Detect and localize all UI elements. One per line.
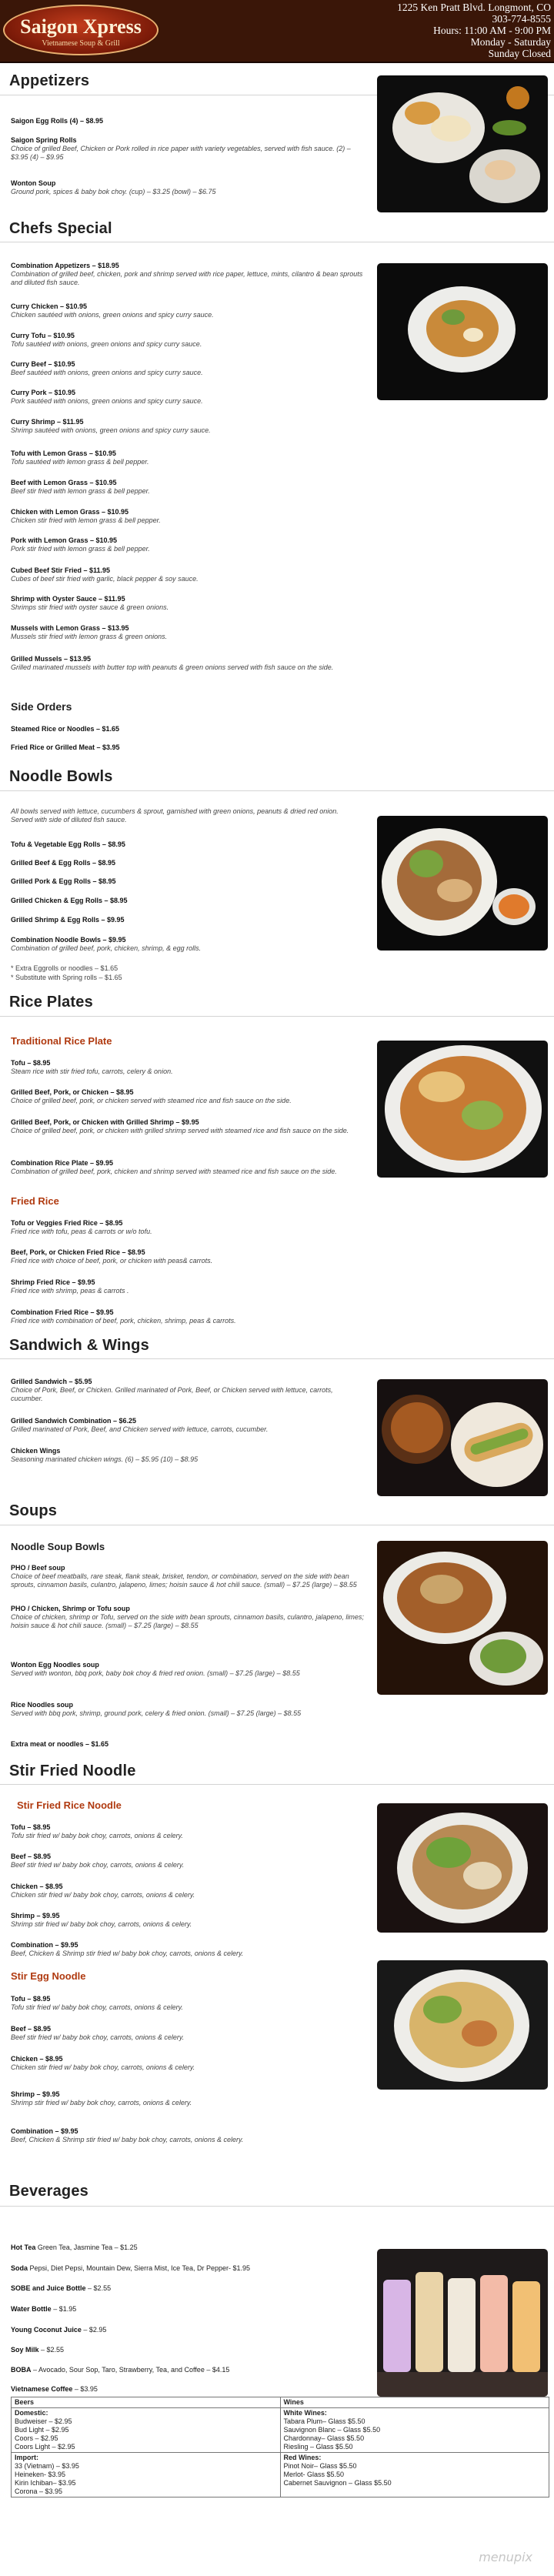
menu-item	[11, 877, 365, 886]
menu-item	[11, 179, 365, 196]
menu-item	[11, 1447, 365, 1464]
white-wines-heading: White Wines:	[283, 2409, 327, 2417]
menu-item	[11, 859, 365, 867]
item-name: Young Coconut Juice	[11, 2326, 82, 2334]
item-name: Soda	[11, 2264, 28, 2272]
item-name: Fried Rice or Grilled Meat – $3.95	[11, 743, 120, 751]
menu-item	[11, 1088, 365, 1105]
fried-rice-heading: Fried Rice	[11, 1195, 59, 1207]
item-name: Soy Milk	[11, 2346, 39, 2354]
noodle-soup-heading: Noodle Soup Bowls	[11, 1541, 105, 1552]
item-desc: – $2.95	[83, 2326, 107, 2334]
item-desc: Chicken stir fried w/ baby bok choy, carrots, onions & celery.	[11, 2063, 195, 2071]
item-desc: Shrimp sautéed with onions, green onions and spicy curry sauce.	[11, 426, 211, 434]
item-name: Combination – $9.95	[11, 2127, 78, 2135]
menu-item	[11, 743, 365, 752]
drink-item: Chardonnay– Glass $5.50	[283, 2434, 365, 2442]
item-desc: Shrimps stir fried with oyster sauce & green onions.	[11, 603, 169, 611]
item-name: Grilled Mussels – $13.95	[11, 655, 92, 663]
drink-item: 33 (Vietnam) – $3.95	[15, 2462, 79, 2470]
item-name: PHO / Beef soup	[11, 1564, 65, 1572]
item-name: Shrimp – $9.95	[11, 1912, 60, 1919]
menu-item	[11, 360, 365, 377]
item-desc: Choice of beef meatballs, rare steak, flank steak, brisket, tendon, or combination, served on the side with bean sprouts, cinnamon basils, culantro, jalapeno, limes; hoisin sauce & hot chili sauce. (small) – $7.25 (large) – $8.55	[11, 1572, 357, 1589]
item-name: Grilled Beef & Egg Rolls – $8.95	[11, 859, 116, 867]
item-desc: Shrimp stir fried w/ baby bok choy, carrots, onions & celery.	[11, 1920, 192, 1928]
menu-item	[11, 136, 365, 162]
noodle-bowl-intro: All bowls served with lettuce, cucumbers & sprout, garnished with green onions, peanuts & dried red onion. Served with side of diluted fish sauce.	[11, 807, 339, 824]
divider	[0, 1016, 554, 1017]
item-name: Shrimp – $9.95	[11, 2090, 60, 2098]
item-name: Curry Shrimp – $11.95	[11, 418, 84, 426]
item-desc: Choice of grilled Beef, Chicken or Pork rolled in rice paper with variety vegetables, served with fish sauce. (2) – $3.95 (4) – $9.95	[11, 145, 351, 161]
menu-item	[11, 1278, 365, 1295]
menu-item	[11, 1853, 365, 1869]
item-name: BOBA	[11, 2366, 32, 2374]
logo-subtitle: Vietnamese Soup & Grill	[42, 39, 120, 48]
item-name: Mussels with Lemon Grass – $13.95	[11, 624, 129, 632]
menu-item	[11, 1883, 365, 1899]
beers-header: Beers	[12, 2397, 281, 2408]
item-desc: Grilled marinated of Pork, Beef, and Chicken served with lettuce, carrots, cucumber.	[11, 1425, 269, 1433]
item-desc: Choice of Pork, Beef, or Chicken. Grilled marinated of Pork, Beef, or Chicken served with lettuce, carrots, cucumber.	[11, 1386, 333, 1402]
menu-item	[11, 2025, 365, 2042]
item-name: Shrimp with Oyster Sauce – $11.95	[11, 595, 125, 603]
menu-item	[11, 916, 365, 924]
item-desc: Seasoning marinated chicken wings. (6) – $5.95 (10) – $8.95	[11, 1455, 199, 1463]
item-desc: Fried rice with combination of beef, pork, chicken, shrimp, peas & carrots.	[11, 1317, 236, 1325]
beverage-item	[11, 2385, 365, 2394]
item-name: Combination Appetizers – $18.95	[11, 262, 119, 269]
beverage-item	[11, 2284, 365, 2293]
restaurant-logo	[3, 5, 159, 55]
item-name: PHO / Chicken, Shrimp or Tofu soup	[11, 1605, 130, 1612]
domestic-heading: Domestic:	[15, 2409, 48, 2417]
beverage-item	[11, 2326, 365, 2334]
drink-item: Corona – $3.95	[15, 2487, 63, 2495]
drink-item: Tabara Plum– Glass $5.50	[283, 2417, 365, 2425]
menu-item	[11, 1564, 365, 1589]
item-name: Curry Beef – $10.95	[11, 360, 75, 368]
drink-item: Pinot Noir– Glass $5.50	[283, 2462, 357, 2470]
item-desc: Shrimp stir fried w/ baby bok choy, carrots, onions & celery.	[11, 2099, 192, 2107]
menu-item	[11, 117, 365, 125]
item-desc: Tofu sautéed with onions, green onions and spicy curry sauce.	[11, 340, 202, 348]
section-title-noodle-bowls: Noodle Bowls	[9, 768, 113, 785]
import-beers-cell	[12, 2453, 281, 2497]
item-name: Tofu or Veggies Fried Rice – $8.95	[11, 1219, 123, 1227]
item-desc: – $2.55	[88, 2284, 112, 2292]
item-name: Tofu & Vegetable Egg Rolls – $8.95	[11, 840, 125, 848]
item-desc: Choice of chicken, shrimp or Tofu, served on the side with bean sprouts, cinnamon basils, culantro, jalapeno, limes; hoisin sauce & hot chili sauce. (small) – $7.25 (large) – $8.55	[11, 1613, 364, 1629]
drink-item: Coors – $2.95	[15, 2434, 58, 2442]
item-desc: Pepsi, Diet Pepsi, Mountain Dew, Sierra Mist, Ice Tea, Dr Pepper- $1.95	[29, 2264, 250, 2272]
item-desc: Ground pork, spices & baby bok choy. (cup) – $3.25 (bowl) – $6.75	[11, 188, 216, 195]
menu-item	[11, 1941, 365, 1958]
menu-item	[11, 566, 365, 583]
item-desc: Green Tea, Jasmine Tea – $1.25	[37, 2244, 138, 2251]
item-name: Cubed Beef Stir Fried – $11.95	[11, 566, 111, 574]
item-desc: Beef stir fried w/ baby bok choy, carrots, onions & celery.	[11, 2033, 185, 2041]
menu-item	[11, 1823, 365, 1840]
item-name: Beef – $8.95	[11, 2025, 52, 2033]
item-desc: Served with bbq pork, shrimp, ground pork, celery & fried onion. (small) – $7.25 (large) – $8.55	[11, 1709, 302, 1717]
item-desc: – $3.95	[74, 2385, 98, 2393]
drinks-table	[11, 2397, 549, 2497]
item-desc: – $2.55	[41, 2346, 65, 2354]
menu-item	[11, 1219, 365, 1236]
chefs-special-photo	[377, 263, 548, 400]
item-name: Combination – $9.95	[11, 1941, 78, 1949]
item-name: Curry Pork – $10.95	[11, 389, 76, 396]
item-name: Shrimp Fried Rice – $9.95	[11, 1278, 95, 1286]
drink-item: Merlot- Glass $5.50	[283, 2471, 345, 2478]
item-desc: Steam rice with stir fried tofu, carrots, celery & onion.	[11, 1067, 173, 1075]
section-title-stir-fried-noodle: Stir Fried Noodle	[9, 1762, 136, 1779]
item-desc: Grilled marinated mussels with butter top with peanuts & green onions served with fish sauce on the side.	[11, 663, 334, 671]
address: 1225 Ken Pratt Blvd. Longmont, CO	[397, 2, 551, 13]
menu-item	[11, 595, 365, 612]
beverage-item	[11, 2366, 365, 2374]
white-wines-cell	[280, 2408, 549, 2453]
noodle-note: * Substitute with Spring rolls – $1.65	[11, 974, 122, 981]
noodle-bowl-photo	[377, 816, 548, 951]
item-name: Wonton Egg Noodles soup	[11, 1661, 99, 1669]
hours: Hours: 11:00 AM - 9:00 PM	[433, 25, 551, 36]
menu-item	[11, 1661, 365, 1678]
item-name: Combination Noodle Bowls – $9.95	[11, 936, 126, 944]
item-name: Curry Tofu – $10.95	[11, 332, 75, 339]
menu-item	[11, 2127, 365, 2144]
item-name: Saigon Egg Rolls (4) – $8.95	[11, 117, 104, 125]
menu-item	[11, 1912, 365, 1929]
item-name: Grilled Shrimp & Egg Rolls – $9.95	[11, 916, 125, 924]
item-name: Vietnamese Coffee	[11, 2385, 73, 2393]
item-desc: Fried rice with tofu, peas & carrots or w/o tofu.	[11, 1228, 152, 1235]
item-desc: Choice of grilled beef, pork, or chicken with grilled shrimp served with steamed rice and fish sauce on the side.	[11, 1127, 349, 1134]
soup-photo	[377, 1541, 548, 1695]
item-name: Grilled Beef, Pork, or Chicken – $8.95	[11, 1088, 134, 1096]
item-desc: Cubes of beef stir fried with garlic, black pepper & soy sauce.	[11, 575, 199, 583]
item-name: Combination Fried Rice – $9.95	[11, 1308, 114, 1316]
item-name: Tofu – $8.95	[11, 1823, 51, 1831]
item-name: Saigon Spring Rolls	[11, 136, 77, 144]
import-heading: Import:	[15, 2454, 38, 2461]
phone: 303-774-8555	[492, 13, 551, 25]
section-title-beverages: Beverages	[9, 2183, 88, 2200]
header-info	[397, 2, 551, 59]
item-name: Beef with Lemon Grass – $10.95	[11, 479, 117, 486]
drink-item: Cabernet Sauvignon – Glass $5.50	[283, 2479, 392, 2487]
menu-item	[11, 536, 365, 553]
divider	[0, 1358, 554, 1359]
menu-item	[11, 418, 365, 435]
drink-item: Sauvignon Blanc – Glass $5.50	[283, 2426, 381, 2434]
item-name: Steamed Rice or Noodles – $1.65	[11, 725, 120, 733]
item-name: Grilled Chicken & Egg Rolls – $8.95	[11, 897, 128, 904]
beverage-item	[11, 2264, 365, 2273]
menu-item	[11, 897, 365, 905]
item-desc: Choice of grilled beef, pork, or chicken served with steamed rice and fish sauce on the side.	[11, 1097, 292, 1104]
sandwich-photo	[377, 1379, 548, 1496]
beverage-item	[11, 2244, 365, 2252]
divider	[0, 790, 554, 791]
item-desc: Tofu stir fried w/ baby bok choy, carrots, onions & celery.	[11, 2003, 183, 2011]
menu-item	[11, 2090, 365, 2107]
item-name: Chicken – $8.95	[11, 2055, 63, 2063]
item-desc: Beef sautéed with onions, green onions and spicy curry sauce.	[11, 369, 203, 376]
item-name: Wonton Soup	[11, 179, 56, 187]
drink-item: Kirin Ichiban– $3.95	[15, 2479, 76, 2487]
menu-item	[11, 332, 365, 349]
traditional-rice-heading: Traditional Rice Plate	[11, 1035, 112, 1047]
menu-item	[11, 508, 365, 525]
item-desc: Combination of grilled beef, pork, chicken and shrimp served with steamed rice and fish sauce on the side.	[11, 1168, 337, 1175]
item-desc: Combination of grilled beef, pork, chicken, shrimp, & egg rolls.	[11, 944, 202, 952]
section-title-chefs-special: Chefs Special	[9, 220, 112, 237]
item-desc: – Avocado, Sour Sop, Taro, Strawberry, Tea, and Coffee – $4.15	[33, 2366, 230, 2374]
item-name: Grilled Sandwich Combination – $6.25	[11, 1417, 137, 1425]
item-name: Beef, Pork, or Chicken Fried Rice – $8.95	[11, 1248, 145, 1256]
item-desc: Chicken stir fried with lemon grass & bell pepper.	[11, 516, 161, 524]
header-banner	[0, 0, 554, 63]
item-desc: Combination of grilled beef, chicken, pork and shrimp served with rice paper, lettuce, mints, cilantro & bean sprouts and diluted fish sauce.	[11, 270, 363, 286]
domestic-beers-cell	[12, 2408, 281, 2453]
menu-item	[11, 1740, 365, 1749]
item-desc: – $1.95	[53, 2305, 77, 2313]
wines-header: Wines	[280, 2397, 549, 2408]
section-title-sandwich-wings: Sandwich & Wings	[9, 1337, 149, 1354]
item-name: Beef – $8.95	[11, 1853, 52, 1860]
menu-item	[11, 262, 365, 287]
menu-item	[11, 1159, 365, 1176]
beverage-photo	[377, 2249, 548, 2397]
item-desc: Tofu sautéed with lemon grass & bell pepper.	[11, 458, 149, 466]
menu-item	[11, 1248, 365, 1265]
item-desc: Mussels stir fried with lemon grass & green onions.	[11, 633, 168, 640]
stir-egg-noodle-photo	[377, 1960, 548, 2090]
stir-rice-noodle-photo	[377, 1803, 548, 1933]
item-desc: Beef stir fried w/ baby bok choy, carrots, onions & celery.	[11, 1861, 185, 1869]
divider	[0, 2206, 554, 2207]
menu-item	[11, 2055, 365, 2072]
item-desc: Tofu stir fried w/ baby bok choy, carrots, onions & celery.	[11, 1832, 183, 1839]
section-title-rice-plates: Rice Plates	[9, 994, 93, 1011]
item-name: Curry Chicken – $10.95	[11, 302, 88, 310]
menu-item	[11, 389, 365, 406]
menu-item	[11, 1118, 365, 1135]
item-name: Grilled Beef, Pork, or Chicken with Grilled Shrimp – $9.95	[11, 1118, 199, 1126]
appetizer-photo	[377, 75, 548, 212]
item-desc: Chicken sautéed with onions, green onions and spicy curry sauce.	[11, 311, 214, 319]
menu-item	[11, 1605, 365, 1630]
menu-item	[11, 725, 365, 733]
menu-item	[11, 1417, 365, 1434]
drink-item: Heineken- $3.95	[15, 2471, 66, 2478]
drink-item: Bud Light – $2.95	[15, 2426, 69, 2434]
item-desc: Pork stir fried with lemon grass & bell pepper.	[11, 545, 150, 553]
menu-item	[11, 479, 365, 496]
item-desc: Chicken stir fried w/ baby bok choy, carrots, onions & celery.	[11, 1891, 195, 1899]
menu-item	[11, 1378, 365, 1403]
item-desc: Beef, Chicken & Shrimp stir fried w/ baby bok choy, carrots, onions & celery.	[11, 1950, 244, 1957]
rice-plate-photo	[377, 1041, 548, 1178]
item-desc: Beef stir fried with lemon grass & bell pepper.	[11, 487, 150, 495]
noodle-note: * Extra Eggrolls or noodles – $1.65	[11, 964, 118, 972]
item-name: Hot Tea	[11, 2244, 36, 2251]
menu-item	[11, 302, 365, 319]
logo-name: Saigon Xpress	[20, 15, 142, 38]
item-desc: Served with wonton, bbq pork, baby bok choy & fried red onion. (small) – $7.25 (large) – $8.55	[11, 1669, 300, 1677]
stir-egg-noodle-heading: Stir Egg Noodle	[11, 1970, 86, 1982]
item-name: Combination Rice Plate – $9.95	[11, 1159, 114, 1167]
red-wines-heading: Red Wines:	[283, 2454, 322, 2461]
beverage-item	[11, 2305, 365, 2314]
item-name: Chicken – $8.95	[11, 1883, 63, 1890]
item-name: SOBE and Juice Bottle	[11, 2284, 86, 2292]
item-name: Pork with Lemon Grass – $10.95	[11, 536, 118, 544]
menu-item	[11, 655, 365, 672]
menu-item	[11, 624, 365, 641]
beverage-item	[11, 2346, 365, 2354]
item-name: Water Bottle	[11, 2305, 52, 2313]
drink-item: Coors Light – $2.95	[15, 2443, 75, 2451]
menu-item	[11, 449, 365, 466]
item-name: Rice Noodles soup	[11, 1701, 74, 1709]
red-wines-cell	[280, 2453, 549, 2497]
menu-item	[11, 1995, 365, 2012]
days: Monday - Saturday	[470, 36, 551, 48]
drink-item: Budweiser – $2.95	[15, 2417, 72, 2425]
item-desc: Fried rice with shrimp, peas & carrots .	[11, 1287, 129, 1295]
menu-item	[11, 840, 365, 849]
item-name: Extra meat or noodles – $1.65	[11, 1740, 109, 1748]
menu-item	[11, 1701, 365, 1718]
menu-item	[11, 1308, 365, 1325]
item-name: Chicken with Lemon Grass – $10.95	[11, 508, 129, 516]
side-orders-heading: Side Orders	[11, 700, 72, 713]
closed-days: Sunday Closed	[488, 48, 551, 59]
item-desc: Pork sautéed with onions, green onions and spicy curry sauce.	[11, 397, 203, 405]
section-title-appetizers: Appetizers	[9, 72, 90, 89]
menu-item	[11, 1059, 365, 1076]
item-name: Tofu with Lemon Grass – $10.95	[11, 449, 116, 457]
item-name: Grilled Pork & Egg Rolls – $8.95	[11, 877, 116, 885]
item-desc: Beef, Chicken & Shrimp stir fried w/ baby bok choy, carrots, onions & celery.	[11, 2136, 244, 2143]
item-name: Tofu – $8.95	[11, 1059, 51, 1067]
stir-rice-noodle-heading: Stir Fried Rice Noodle	[17, 1799, 122, 1811]
section-title-soups: Soups	[9, 1502, 58, 1519]
item-name: Grilled Sandwich – $5.95	[11, 1378, 92, 1385]
item-name: Chicken Wings	[11, 1447, 61, 1455]
item-name: Tofu – $8.95	[11, 1995, 51, 2003]
divider	[0, 1784, 554, 1785]
item-desc: Fried rice with choice of beef, pork, or chicken with peas& carrots.	[11, 1257, 213, 1265]
menu-item	[11, 936, 365, 953]
watermark: menupix	[479, 2550, 532, 2564]
drink-item: Riesling – Glass $5.50	[283, 2443, 353, 2451]
